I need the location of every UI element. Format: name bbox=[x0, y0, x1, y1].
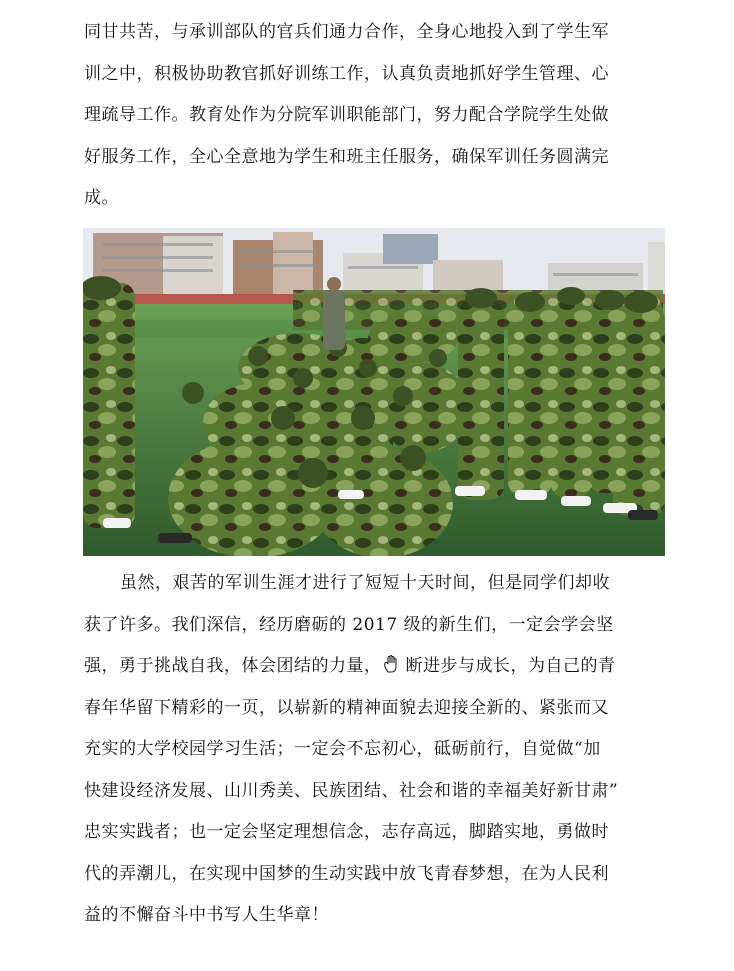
military-training-photo bbox=[83, 228, 665, 556]
paragraph-2-line-6: 快建设经济发展、山川秀美、民族团结、社会和谐的幸福美好新甘肃” bbox=[84, 780, 619, 801]
paragraph-2-line-3-tail: 断进步与成长，为自己的青 bbox=[405, 656, 616, 676]
paragraph-1-line-1: 同甘共苦，与承训部队的官兵们通力合作，全身心地投入到了学生军 bbox=[84, 22, 609, 42]
paragraph-2-line-8: 代的弄潮儿，在实现中国梦的生动实践中放飞青春梦想，在为人民利 bbox=[84, 863, 609, 884]
hand-cursor-icon bbox=[382, 649, 406, 669]
paragraph-2 bbox=[84, 563, 656, 937]
paragraph-1-line-5: 成。 bbox=[84, 188, 119, 208]
paragraph-2-line-9: 益的不懈奋斗中书写人生华章！ bbox=[84, 905, 329, 925]
paragraph-1-line-3: 理疏导工作。教育处作为分院军训职能部门，努力配合学院学生处做 bbox=[84, 105, 609, 125]
paragraph-2-line-3 bbox=[84, 646, 656, 688]
paragraph-2-line-7: 忠实实践者；也一定会坚定理想信念，志存高远，脚踏实地，勇做时 bbox=[84, 822, 609, 842]
paragraph-1-line-2: 训之中，积极协助教官抓好训练工作，认真负责地抓好学生管理、心 bbox=[84, 63, 609, 84]
paragraph-2-line-4: 春年华留下精彩的一页，以崭新的精神面貌去迎接全新的、紧张而又 bbox=[84, 697, 609, 718]
paragraph-2-line-1: 虽然，艰苦的军训生涯才进行了短短十天时间，但是同学们却收 bbox=[120, 573, 610, 593]
paragraph-2-line-5: 充实的大学校园学习生活；一定会不忘初心，砥砺前行，自觉做“加 bbox=[84, 739, 601, 759]
paragraph-1 bbox=[84, 12, 656, 220]
paragraph-2-line-2: 获了许多。我们深信，经历磨砺的 2017 级的新生们，一定会学会坚 bbox=[84, 614, 614, 635]
paragraph-2-line-3-head: 强，勇于挑战自我，体会团结的力量， bbox=[84, 656, 382, 676]
paragraph-1-line-4: 好服务工作，全心全意地为学生和班主任服务，确保军训任务圆满完 bbox=[84, 146, 609, 167]
